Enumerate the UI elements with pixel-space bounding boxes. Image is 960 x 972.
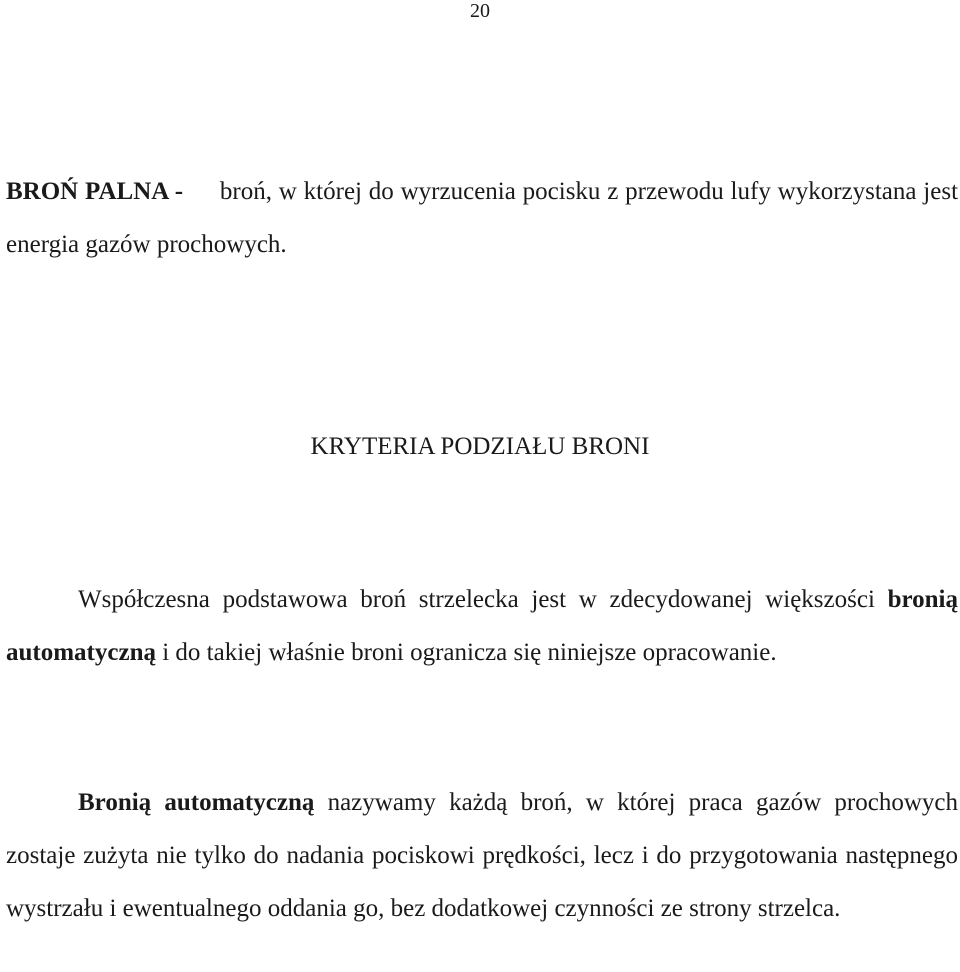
paragraph-modern-weapons [6, 573, 958, 679]
page-number: 20 [470, 0, 490, 22]
definition-paragraph [6, 165, 958, 271]
paragraph2-text: nazywamy każdą broń, w której praca gazów prochowych zostaje zużyta nie tylko do nadania pociskowi prędkości, lecz i do przygotowania następnego wystrzału i ewentualnego oddania go, bez dodatkowej czynności ze strony strzelca. [6, 789, 959, 922]
paragraph1-bold-term: bronią automatyczną [6, 586, 959, 666]
paragraph1-text-end: i do takiej właśnie broni ogranicza się niniejsze opracowanie. [162, 639, 777, 666]
paragraph2-bold-term: Bronią automatyczną [78, 789, 315, 816]
definition-text: broń, w której do wyrzucenia pocisku z przewodu lufy wykorzystana jest energia gazów prochowych. [6, 178, 959, 258]
section-heading: KRYTERIA PODZIAŁU BRONI [310, 433, 650, 460]
paragraph-automatic-weapon-definition [6, 776, 958, 935]
paragraph1-text-start: Współczesna podstawowa broń strzelecka jest w zdecydowanej większości [78, 586, 875, 613]
definition-term: BROŃ PALNA - [6, 178, 184, 205]
